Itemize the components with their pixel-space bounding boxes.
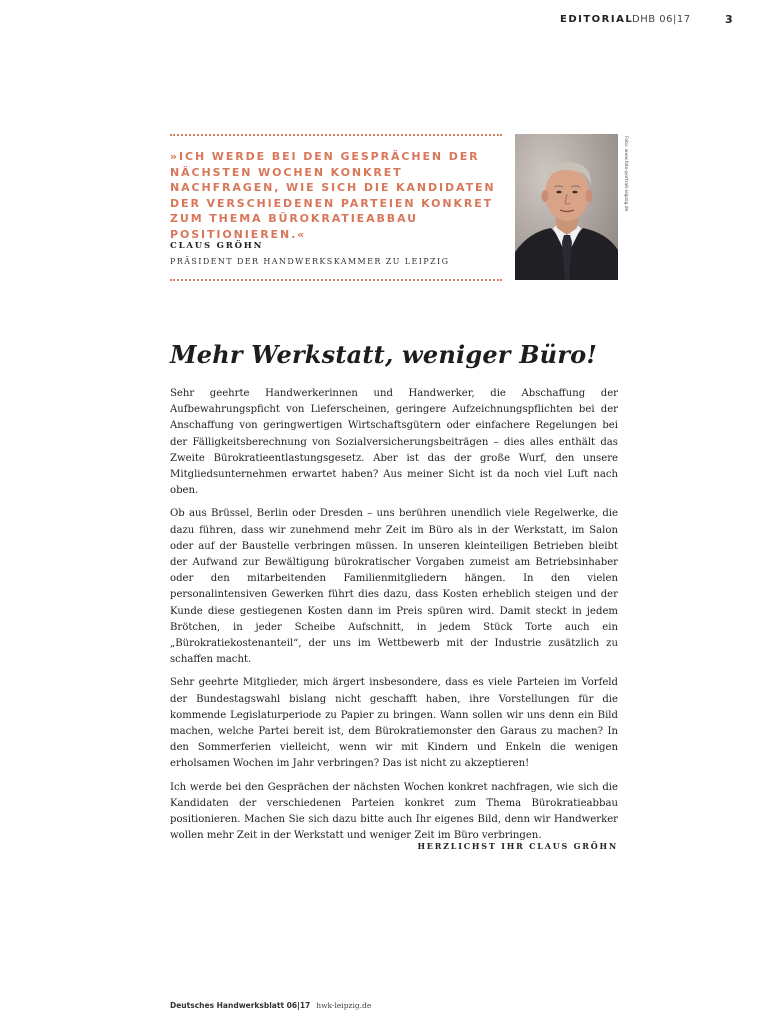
issue-label: DHB 06|17	[632, 14, 691, 25]
page-header	[0, 13, 770, 29]
paragraph: Ich werde bei den Gesprächen der nächsten Wochen konkret nachfragen, wie sich die Kandidaten der verschiedenen Parteien konkret zum Thema Bürokratieabbau positionieren. Machen Sie sich dazu bitte auch Ihr eigenes Bild, denn wir Handwerker wollen mehr Zeit in der Werkstatt und weniger Zeit im Büro verbringen.	[170, 781, 618, 842]
author-portrait-photo	[515, 134, 618, 280]
publication-name: Deutsches Handwerksblatt 06|17	[170, 1001, 311, 1010]
page-number: 3	[725, 13, 733, 26]
pull-quote: »ICH WERDE BEI DEN GESPRÄCHEN DER NÄCHSTEN WOCHEN KONKRET NACHFRAGEN, WIE SICH DIE KANDIDATEN DER VERSCHIEDENEN PARTEIEN KONKRET ZUM THEMA BÜROKRATIEABBAU POSITIONIEREN.«	[170, 150, 496, 241]
section-label: EDITORIAL	[560, 14, 634, 25]
quote-author: CLAUS GRÖHN	[170, 241, 264, 251]
article-title: Mehr Werkstatt, weniger Büro!	[170, 340, 598, 369]
paragraph: Ob aus Brüssel, Berlin oder Dresden – uns berühren unendlich viele Regelwerke, die dazu führen, dass wir zunehmend mehr Zeit im Büro als in der Werkstatt, im Salon oder auf der Baustelle verbringen müssen. In unseren kleinteiligen Betrieben bleibt der Aufwand zur Bewältigung bürokratischer Vorgaben zumeist am Betriebsinhaber oder den mitarbeitenden Familienmitgliedern hängen. In den vielen personalintensiven Gewerken führt dies dazu, dass Kosten erheblich steigen und der Kunde diese gestiegenen Kosten dann im Preis spüren wird. Damit steckt in jedem Brötchen, in jeder Scheibe Aufschnitt, in jedem Stück Torte auch ein „Bürokratiekostenanteil“, der uns im Wettbewerb mit der Industrie zusätzlich zu schaffen macht.	[170, 508, 618, 666]
signature: HERZLICHST IHR CLAUS GRÖHN	[417, 841, 618, 851]
article-body	[170, 386, 618, 851]
dotted-divider-top	[170, 134, 502, 136]
page-footer	[170, 1001, 371, 1010]
photo-credit: Foto: www.foto-portrait-leipzig.de	[623, 136, 628, 212]
dotted-divider-bottom	[170, 279, 502, 281]
paragraph: Sehr geehrte Mitglieder, mich ärgert insbesondere, dass es viele Parteien im Vorfeld der Bundestagswahl bislang nicht geschafft haben, ihre Vorstellungen für die kommende Legislaturperiode zu Papier zu bringen. Wann sollen wir uns denn ein Bild machen, welche Partei bereit ist, dem Bürokratiemonster den Garaus zu machen? In den Sommerferien vielleicht, wenn wir mit Kindern und Enkeln die wenigen erholsamen Wochen im Jahr verbringen? Das ist nicht zu akzeptieren!	[170, 677, 618, 770]
website-link[interactable]: hwk-leipzig.de	[316, 1001, 372, 1010]
paragraph: Sehr geehrte Handwerkerinnen und Handwerker, die Abschaffung der Aufbewahrungspficht von Lieferscheinen, geringere Aufzeichnungspflichten bei der Anschaffung von geringwertigen Wirtschaftsgütern oder einfachere Regelungen bei der Fälligkeitsberechnung von Sozialversicherungsbeiträgen – dies alles enthält das Zweite Bürokratieentlastungsgesetz. Aber ist das der große Wurf, den unsere Mitgliedsunternehmen erwartet haben? Aus meiner Sicht ist da noch viel Luft nach oben.	[170, 388, 618, 497]
portrait-illustration	[515, 134, 618, 280]
quote-author-role: PRÄSIDENT DER HANDWERKSKAMMER ZU LEIPZIG	[170, 257, 450, 266]
